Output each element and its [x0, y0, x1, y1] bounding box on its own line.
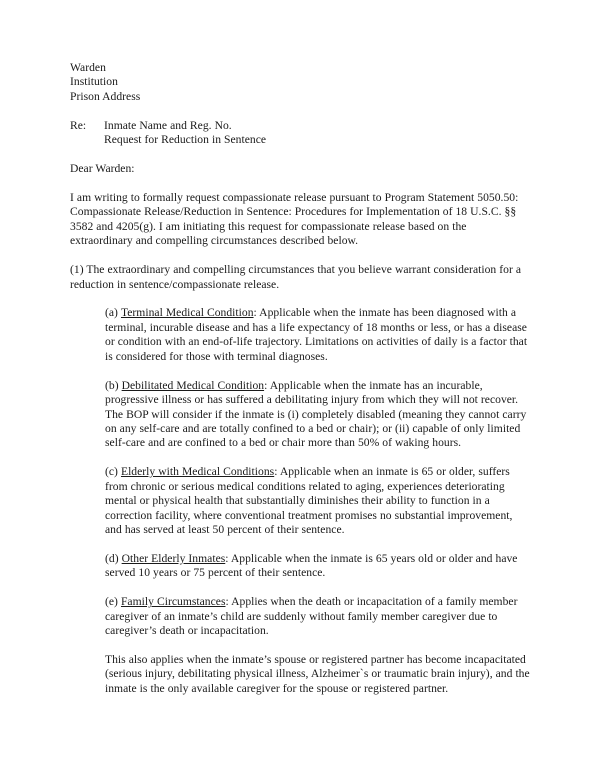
recipient-address-block — [70, 61, 532, 104]
salutation: Dear Warden: — [70, 162, 135, 176]
re-values — [104, 119, 532, 148]
item-b-separator: : — [264, 378, 270, 392]
item-d-title: Other Elderly Inmates — [121, 551, 226, 565]
item-b-text: Applicable when the inmate has an incurable, progressive illness or has suffered a debilitating injury from which they will not recover. The BOP will consider if the inmate is (i) completely disabled (meaning they cannot carry on any self-care and are totally confined to a bed or chair); or (ii) capable of only limited self-care and are confined to a bed or chair more than 50% of waking hours. — [105, 378, 527, 450]
re-block — [70, 119, 532, 148]
item-e-separator: : — [225, 595, 232, 609]
spacer-after-item-b — [70, 451, 532, 465]
item-a-marker: (a) — [105, 306, 118, 320]
item-c — [105, 465, 532, 537]
numbered-item-1: (1) The extraordinary and compelling circumstances that you believe warrant consideration for a reduction in sentence/compassionate release. — [70, 263, 522, 291]
item-d-separator: : — [225, 551, 231, 565]
spacer-after-opening — [70, 249, 532, 263]
item-d-text: Applicable when the inmate is 65 years old or older and have served 10 years or 75 percent of their sentence. — [105, 551, 518, 580]
item-a-title: Terminal Medical Condition — [120, 306, 254, 320]
re-row — [70, 119, 532, 148]
item-a-separator: : — [253, 306, 260, 320]
item-c-title: Elderly with Medical Conditions — [120, 465, 275, 479]
spacer-after-item-a — [70, 364, 532, 378]
item-b-title: Debilitated Medical Condition — [121, 378, 265, 392]
item-b — [105, 379, 532, 451]
closing-paragraph: This also applies when the inmate’s spouse or registered partner has become incapacitated (serious injury, debilitating physical illness, Alzheimer`s or traumatic brain injury), and the inmate is the only available caregiver for the spouse or registered partner. — [105, 652, 530, 695]
re-line-inmate: Inmate Name and Reg. No. — [104, 118, 232, 132]
item-e-title: Family Circumstances — [120, 595, 226, 609]
item-a — [105, 306, 532, 364]
re-line-subject: Request for Reduction in Sentence — [104, 133, 267, 147]
re-label: Re: — [70, 118, 87, 132]
recipient-line-address: Prison Address — [70, 89, 141, 103]
item-e — [105, 595, 532, 638]
item-e-text: Applies when the death or incapacitation of a family member caregiver of an inmate’s child are suddenly without family member caregiver due to caregiver’s death or incapacitation. — [105, 595, 518, 638]
item-d-marker: (d) — [105, 551, 119, 565]
spacer-after-item-c — [70, 538, 532, 552]
recipient-line-institution: Institution — [70, 75, 118, 89]
spacer-after-salutation — [70, 177, 532, 191]
letter-body — [70, 61, 532, 696]
item-c-marker: (c) — [105, 465, 118, 479]
opening-paragraph: I am writing to formally request compassionate release pursuant to Program Statement 5050.50: Compassionate Release/Reduction in Sentence: Procedures for Implementation of 18 U.S.C. §§ 3582 and 4205(g). I am initiating this request for compassionate release based on the extraordinary and compelling circumstances described below. — [70, 190, 519, 248]
spacer-after-address — [70, 104, 532, 118]
item-c-separator: : — [274, 465, 280, 479]
item-b-marker: (b) — [105, 378, 119, 392]
spacer-after-item-1 — [70, 292, 532, 306]
spacer-after-re — [70, 148, 532, 162]
item-c-text: Applicable when an inmate is 65 or older, suffers from chronic or serious medical conditions related to aging, experiences deteriorating mental or physical health that substantially diminishes their ability to function in a correction facility, where conventional treatment promises no substantial improvement, and has served at least 50 percent of their sentence. — [105, 465, 513, 537]
item-e-marker: (e) — [105, 595, 118, 609]
spacer-after-item-e — [70, 639, 532, 653]
item-a-text: Applicable when the inmate has been diagnosed with a terminal, incurable disease and has a life expectancy of 18 months or less, or has a disease or condition with an end-of-life trajectory. Limitations on activities of daily is a factor that is considered for those with terminal diagnoses. — [105, 306, 528, 363]
spacer-after-item-d — [70, 581, 532, 595]
item-d — [105, 552, 532, 581]
recipient-line-warden: Warden — [70, 61, 106, 74]
